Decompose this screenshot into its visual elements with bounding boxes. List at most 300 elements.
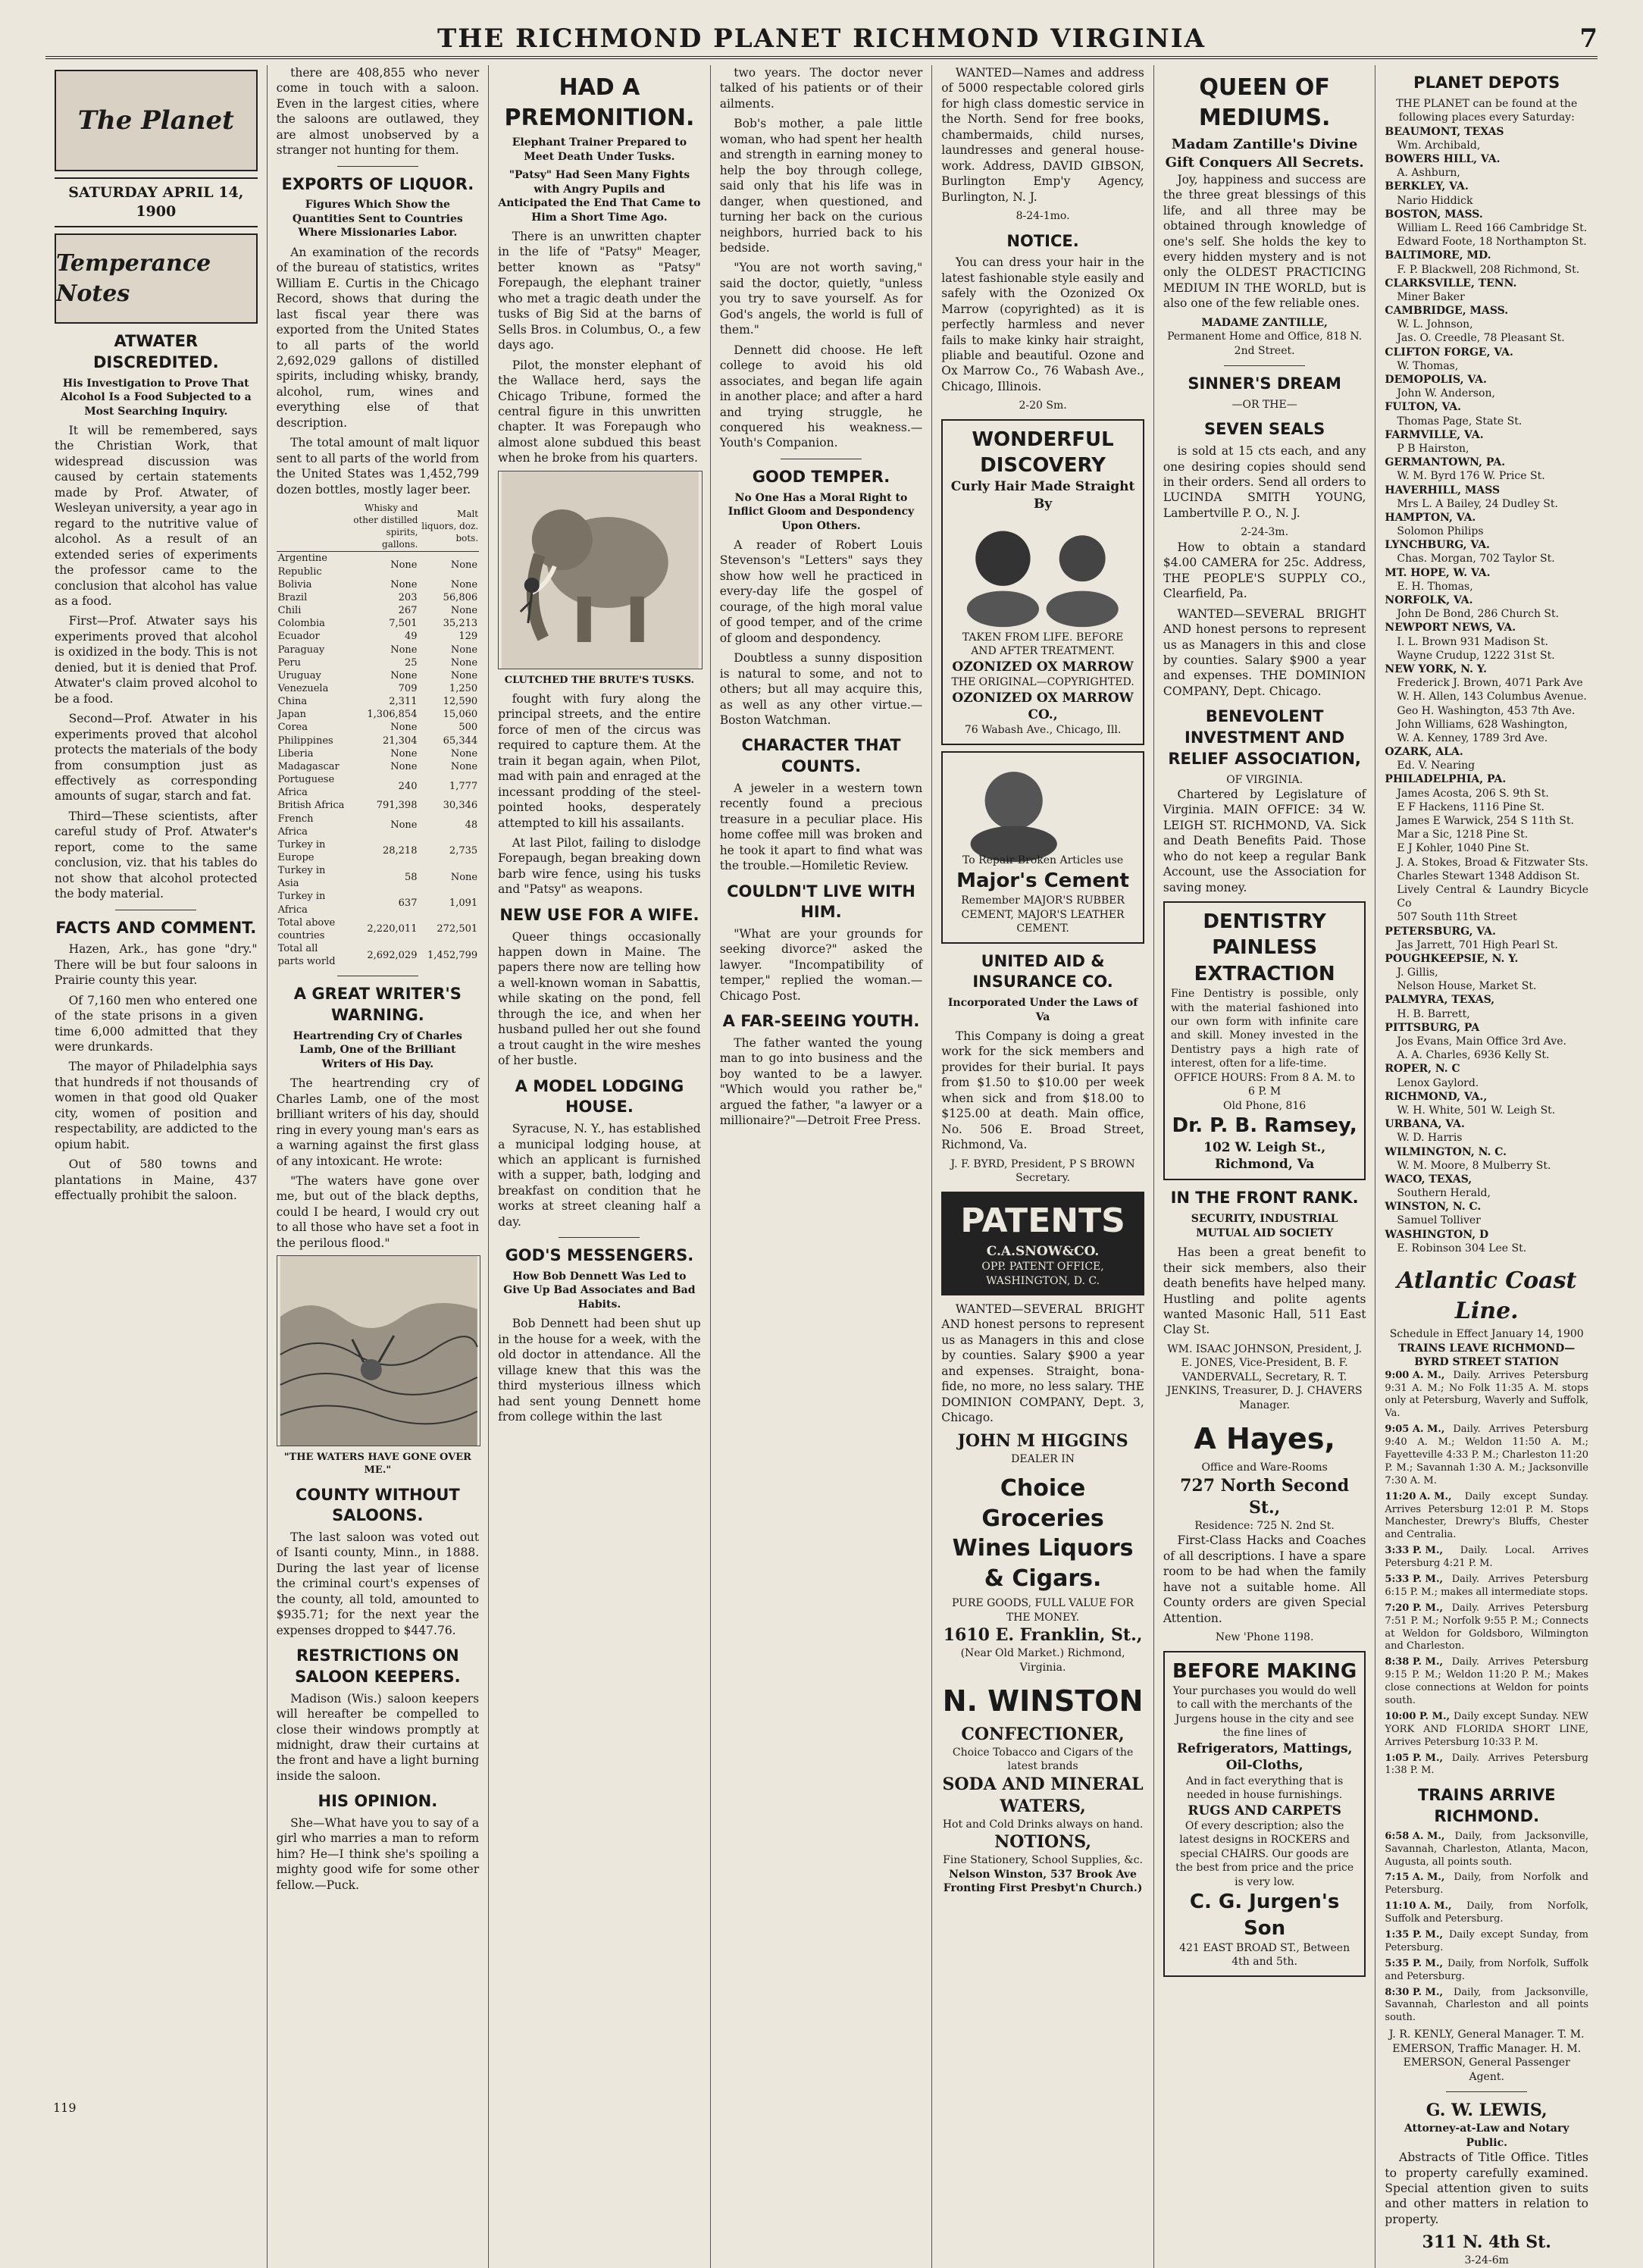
depot-town: NEW YORK, N. Y. [1385,663,1487,675]
article-paragraph: A jeweler in a western town recently found a precious treasure in a peculiar place. His home coffee mill was broken and he took it apart to find what was the trouble.—Homiletic Review. [719,781,923,873]
depot-agent: W. M. Moore, 8 Mulberry St. [1397,1159,1551,1172]
train-description: Daily, from Jacksonville, Savannah, Charleston and all points south. [1385,1986,1588,2024]
table-cell: Liberia [277,747,314,760]
table-cell: None [390,669,418,681]
headline-exports: EXPORTS OF LIQUOR. [281,174,474,193]
headline-couldnt-live: COULDN'T LIVE WITH HIM. [727,882,915,922]
article-paragraph: Of 7,160 men who entered one of the state prisons in a given time 6,000 admitted that they were drunkards. [55,993,258,1054]
table-cell: Total all parts world [277,943,336,968]
depot-agent: Lenox Gaylord. [1397,1076,1479,1089]
train-time: 1:35 P. M., [1385,1929,1443,1941]
illustration-caption: CLUTCHED THE BRUTE'S TUSKS. [504,674,695,686]
depot-agent: James E Warwick, 254 S 11th St. [1397,815,1574,828]
column-2 [268,65,490,2268]
train-description: Daily except Sunday. Arrives Petersburg 12:01 P. M. Stops Manchester, Drewry's Bluffs, Chester and Centralia. [1385,1490,1588,1541]
train-description: Daily, from Jacksonville, Savannah, Charleston, Atlanta, Macon, Augusta, all points south. [1385,1830,1588,1868]
masthead [45,21,1598,59]
train-description: Daily. Local. Arrives Petersburg 4:21 P. M. [1385,1545,1588,1570]
table-cell: 2,735 [449,845,478,857]
ad-patents [941,1192,1144,1295]
table-cell: None [450,656,478,669]
depot-town: BOSTON, MASS. [1385,208,1483,221]
article-paragraph: Second—Prof. Atwater in his experiments proved that alcohol protects the materials of the body from consumption just as effectively as corresponding amounts of sugar, starch and fat. [55,712,258,804]
depot-town: CAMBRIDGE, MASS. [1385,305,1509,318]
depot-agent: Wayne Crudup, 1222 31st St. [1397,649,1555,662]
article-paragraph: "What are your grounds for seeking divorce?" asked the lawyer. "Incompatibility of temper," replied the woman.—Chicago Post. [719,927,923,1003]
table-header: Malt liquors, doz. bots. [418,502,479,552]
train-entry [1385,1574,1588,1599]
headline-warning: A GREAT WRITER'S WARNING. [293,985,462,1025]
article-paragraph: At last Pilot, failing to dislodge Forepaugh, began breaking down barb wire fence, using his tusks and "Patsy" as weapons. [498,836,701,897]
train-time: 3:33 P. M., [1385,1545,1443,1557]
table-cell: Bolivia [277,578,312,590]
depot-agent: Nario Hiddick [1397,194,1473,207]
archive-page-note: 119 [53,2100,77,2115]
table-cell: 65,344 [443,735,478,747]
depot-agent: Ed. V. Nearing [1397,760,1476,772]
headline-restrictions: RESTRICTIONS ON SALOON KEEPERS. [295,1646,461,1686]
train-time: 5:35 P. M., [1385,1957,1443,1969]
depot-agent: W. M. Byrd 176 W. Price St. [1397,470,1545,483]
headline-character: CHARACTER THAT COUNTS. [741,736,901,776]
headline-premonition: HAD A PREMONITION. [504,74,695,131]
table-cell: Turkey in Africa [277,891,326,916]
ad-hayes-name: A Hayes, [1194,1422,1335,1456]
depot-agent: Charles Stewart 1348 Addison St. [1397,869,1580,882]
table-cell: 791,398 [376,800,418,812]
ad-insurance-sub: Incorporated Under the Laws of Va [947,997,1138,1023]
liquor-exports-table [277,502,480,968]
depot-agent: E J Kohler, 1040 Pine St. [1397,842,1529,855]
portrait-illustration [949,759,1137,850]
article-paragraph: Bob's mother, a pale little woman, who had spent her health and strength in earning money to help the boy through college, said only that his life was in danger, when questioned, and turning her back on the curious neighbors, hurried back to his bedside. [719,117,923,255]
train-time: 7:20 P. M., [1385,1602,1443,1614]
column-3 [489,65,711,2268]
depot-agent: Wm. Archibald, [1397,139,1481,152]
depot-agent: Mrs L. A Bailey, 24 Dudley St. [1397,497,1558,510]
ad-rugs: RUGS AND CARPETS [1188,1803,1341,1818]
train-time: 11:20 A. M., [1385,1490,1452,1502]
depot-town: BERKLEY, VA. [1385,180,1469,193]
headline-temper: GOOD TEMPER. [752,467,890,486]
depot-town: HAMPTON, VA. [1385,511,1476,524]
table-cell: Corea [277,722,308,734]
depot-agent: Samuel Tolliver [1397,1214,1481,1227]
ad-majors-cement [941,751,1144,944]
train-entry [1385,1872,1588,1897]
depot-agent: J. Gillis, [1397,966,1438,979]
depot-agent: Jas. O. Creedle, 78 Pleasant St. [1397,332,1565,345]
article-paragraph: "The waters have gone over me, but out of the black depths, could I be heard, I would cry out to all those who have set a foot in the perilous flood." [276,1173,480,1250]
article-paragraph: There is an unwritten chapter in the life of "Patsy" Meager, better known as "Patsy" Forepaugh, the elephant trainer who met a tragic death under the tusks of Big Sid at the barns of Sells Bros. in Columbus, O., a few days ago. [498,230,701,352]
planet-logo: The Planet [55,70,258,171]
depot-agent: W. L. Johnson, [1397,318,1473,331]
ad-benevolent-title: BENEVOLENT INVESTMENT AND RELIEF ASSOCIATION, [1168,707,1361,768]
ad-hayes-phone: New 'Phone 1198. [1215,1631,1314,1644]
depot-agent: W. Thomas, [1397,359,1459,372]
issue-date: SATURDAY APRIL 14, 1900 [55,177,258,227]
table-row [277,604,480,617]
depot-town: ROPER, N. C [1385,1063,1460,1076]
table-cell: 48 [465,819,478,832]
train-time: 10:00 P. M., [1385,1710,1451,1722]
depot-town: PITTSBURG, PA [1385,1021,1480,1034]
train-entry [1385,1753,1588,1778]
waters-illustration [277,1255,481,1446]
table-cell: None [450,605,478,617]
ad-winston-address: Nelson Winston, 537 Brook Ave Fronting First Presbyt'n Church.) [943,1868,1143,1895]
table-cell: 1,306,854 [367,709,418,721]
ad-date: 8-24-1mo. [1016,210,1070,223]
train-time: 11:10 A. M., [1385,1900,1452,1912]
train-departures [1385,1370,1588,1778]
table-row [277,591,480,604]
table-cell: 240 [398,780,418,792]
ad-title: WONDERFUL DISCOVERY [972,428,1114,478]
article-paragraph: Doubtless a sunny disposition is natural to some, and not to others; but all may acquire this, as well as any other virtue.—Boston Watchman. [719,651,923,727]
depot-agent: John W. Anderson, [1397,387,1495,400]
table-cell: British Africa [277,800,345,812]
train-time: 5:33 P. M., [1385,1573,1443,1585]
ad-title: BEFORE MAKING [1172,1659,1357,1683]
subhead-exports: Figures Which Show the Quantities Sent to Countries Where Missionaries Labor. [292,199,463,240]
table-cell: Argentine Republic [277,553,328,578]
train-time: 9:00 A. M., [1385,1369,1445,1381]
table-cell: 28,218 [382,845,418,857]
table-cell: Portuguese Africa [277,774,335,799]
ad-zantille-title: QUEEN OF MEDIUMS. [1198,74,1331,131]
table-row [277,630,480,643]
depot-agent: Jas Jarrett, 701 High Pearl St. [1397,938,1558,951]
table-row [277,708,480,721]
article-paragraph: Third—These scientists, after careful study of Prof. Atwater's report, come to the same conclusion, viz. that his tables do not show that alcohol protected the body material. [55,809,258,901]
ad-sinners-title-2: SEVEN SEALS [1204,420,1325,439]
depot-town: WASHINGTON, D [1385,1228,1489,1241]
article-paragraph: The last saloon was voted out of Isanti county, Minn., in 1888. During the last year of license the criminal court's expenses of the county, all told, amounted to $935.71; for the next year the expenses dropped to $447.76. [276,1530,480,1637]
ad-dentist-name: Dr. P. B. Ramsey, [1172,1114,1357,1138]
depot-town: RICHMOND, VA., [1385,1090,1488,1103]
table-cell: 267 [398,605,418,617]
article-paragraph: Dennett did choose. He left college to avoid his old associates, and began life again in another place; and after a hard and trying struggle, he conquered his weakness.—Youth's Companion. [719,343,923,450]
column-6 [1154,65,1376,2268]
depot-agent: E F Hackens, 1116 Pine St. [1397,800,1544,813]
table-cell: 56,806 [443,591,478,603]
subhead-warning: Heartrending Cry of Charles Lamb, One of the Brilliant Writers of His Day. [293,1029,462,1070]
depot-agent: Lively Central & Laundry Bicycle Co [1397,883,1588,910]
ad-text: Fine Dentistry is possible, only with the material fashioned into our own form with infinite care and skill. Money invested in the Dentistry pays a high rate of interest, often for a life-time. [1170,988,1359,1070]
table-cell: China [277,696,308,708]
train-entry [1385,1958,1588,1984]
depot-agent: Edward Foote, 18 Northampton St. [1397,236,1587,249]
article-paragraph: It will be remembered, says the Christian Work, that widespread discussion was caused by certain statements made by Prof. Atwater, of Wesleyan university, a year ago in regard to the nutritive value of alcohol. As a result of an extended series of experiments the professor came to the conclusion that alcohol has value as a food. [55,424,258,608]
temperance-notes-banner: Temperance Notes [55,233,258,324]
acl-sub-2: TRAINS LEAVE RICHMOND—BYRD STREET STATION [1398,1342,1576,1369]
depot-town: OZARK, ALA. [1385,746,1463,759]
table-cell: 709 [398,682,418,694]
ad-wanted-managers: WANTED—SEVERAL BRIGHT AND honest persons to represent us as Managers in this and close by counties. Salary $900 a year and expenses. THE DOMINION COMPANY, Dept. Chicago. [1163,606,1366,698]
depot-agent: H. B. Barrett, [1397,1007,1470,1020]
depot-town: PHILADELPHIA, PA. [1385,773,1507,786]
train-time: 7:15 A. M., [1385,1872,1445,1884]
table-cell: 1,250 [449,682,478,694]
table-cell: 1,452,799 [427,949,478,961]
train-description: Daily except Sunday, from Petersburg. [1385,1929,1588,1953]
ad-higgins-sub: PURE GOODS, FULL VALUE FOR THE MONEY. [952,1597,1134,1624]
table-cell: 1,777 [449,780,478,792]
depot-town: DEMOPOLIS, VA. [1385,374,1487,387]
ad-winston-drinks: Hot and Cold Drinks always on hand. [942,1818,1144,1831]
depot-agent: Geo H. Washington, 453 7th Ave. [1397,704,1576,717]
train-entry [1385,1424,1588,1487]
table-cell: Ecuador [277,631,320,643]
ad-address: 421 EAST BROAD ST., Between 4th and 5th. [1179,1941,1350,1969]
table-header: Whisky and other distilled spirits, gallons. [347,502,419,552]
notice-title: NOTICE. [1006,231,1079,250]
subhead-temper: No One Has a Moral Right to Inflict Gloom and Despondency Upon Others. [728,491,915,532]
table-row [277,721,480,734]
ad-lewis-address: 311 N. 4th St. [1422,2232,1551,2253]
table-row [277,760,480,773]
table-cell: None [450,871,478,883]
masthead-title: THE RICHMOND PLANET RICHMOND VIRGINIA [437,23,1206,54]
ad-items: Refrigerators, Mattings, Oil-Cloths, [1176,1740,1353,1774]
ad-sinners-or: —OR THE— [1231,398,1297,411]
article-paragraph: Madison (Wis.) saloon keepers will hereafter be compelled to close their windows promptly at midnight, draw their curtains at the front and have a light burning inside the saloon. [276,1691,480,1783]
ad-title: PATENTS [960,1201,1125,1240]
ad-lewis-text: Abstracts of Title Office. Titles to property carefully examined. Special attention given to suits and other matters in relation to property. [1385,2151,1588,2226]
table-cell: Venezuela [277,682,329,694]
ad-insurance-officers: J. F. BYRD, President, P S BROWN Secretary. [950,1157,1135,1185]
depot-agent: A. A. Charles, 6936 Kelly St. [1397,1049,1550,1062]
ad-winston-soda: SODA AND MINERAL WATERS, [942,1774,1144,1816]
ad-text-3: Of every description; also the latest designs in ROCKERS and special CHAIRS. Our goods are the best from price and the price is very low. [1175,1819,1354,1888]
article-paragraph: Pilot, the monster elephant of the Wallace herd, says the Chicago Tribune, formed the central figure in this unwritten chapter. It was Forepaugh who almost alone subdued this beast when he broke from his quarters. [498,358,701,465]
ad-jurgens [1163,1651,1366,1977]
ad-higgins-address: 1610 E. Franklin, St., [943,1625,1143,1646]
depot-town: FULTON, VA. [1385,401,1462,414]
depot-agent: Chas. Morgan, 702 Taylor St. [1397,553,1555,565]
ad-winston-name: N. WINSTON [942,1684,1144,1718]
train-entry [1385,1831,1588,1869]
table-cell: 58 [404,871,418,883]
train-description: Daily. Arrives Petersburg 7:51 P. M.; Norfolk 9:55 P. M.; Connects at Weldon for Goldsboro, Wilmington and Charleston. [1385,1602,1588,1652]
table-row [277,669,480,682]
depot-town: URBANA, VA. [1385,1118,1465,1131]
table-row [277,838,480,864]
depot-town: CLARKSVILLE, TENN. [1385,277,1517,290]
table-row [277,773,480,799]
train-description: Daily. Arrives Petersburg 1:38 P. M. [1385,1752,1588,1777]
depot-town: WILMINGTON, N. C. [1385,1145,1507,1158]
table-row [277,813,480,838]
depot-agent: Frederick J. Brown, 4071 Park Ave [1397,677,1583,690]
headline-far-seeing: A FAR-SEEING YOUTH. [722,1012,920,1031]
article-paragraph: "You are not worth saving," said the doctor, quietly, "unless you try to save yourself. As for God's angels, the world is full of them." [719,261,923,337]
table-cell: Chili [277,605,302,617]
depot-town: MT. HOPE, W. VA. [1385,566,1491,579]
depot-town: FARMVILLE, VA. [1385,428,1484,441]
depot-agent: W. H. Allen, 143 Columbus Avenue. [1397,691,1587,703]
columns [45,65,1598,2267]
ad-front-rank-text: Has been a great benefit to their sick members, also their death benefits have helped many. Hustling and polite agents wanted Masonic Hall, 511 East Clay St. [1163,1245,1366,1337]
table-cell: 30,346 [443,800,478,812]
table-row [277,695,480,708]
ad-camera-text: How to obtain a standard $4.00 CAMERA for 25c. Address, THE PEOPLE'S SUPPLY CO., Clearfield, Pa. [1163,540,1366,601]
table-cell: 2,220,011 [367,923,418,935]
depot-agent: W. H. White, 501 W. Leigh St. [1397,1104,1556,1117]
subhead-premonition-2: "Patsy" Had Seen Many Fights with Angry Pupils and Anticipated the End That Came to Him a Short Time Ago. [498,169,701,224]
subhead-messengers: How Bob Dennett Was Led to Give Up Bad Associates and Bad Habits. [503,1270,696,1311]
ad-lewis-date: 3-24-6m [1464,2254,1509,2267]
table-cell: 129 [458,631,478,643]
article-paragraph: there are 408,855 who never come in touch with a saloon. Even in the largest cities, where the saloons are outlawed, they are almost unobserved by a stranger not hunting for them. [276,66,480,158]
depot-agent: James Acosta, 206 S. 9th St. [1397,787,1549,800]
table-row [277,864,480,890]
train-time: 1:05 P. M., [1385,1752,1443,1764]
article-paragraph: Out of 580 towns and plantations in Maine, 437 effectually prohibit the saloon. [55,1157,258,1203]
ad-zantille-sub: Madam Zantille's Divine Gift Conquers All Secrets. [1165,136,1364,171]
table-row [277,617,480,630]
table-cell: None [390,578,418,590]
depot-town: BOWERS HILL, VA. [1385,153,1501,166]
table-cell: 12,590 [443,696,478,708]
table-row [277,682,480,695]
table-row [277,578,480,591]
ad-winston-supplies: Fine Stationery, School Supplies, &c. [943,1854,1143,1867]
depot-town: PALMYRA, TEXAS, [1385,994,1495,1007]
subhead-atwater: His Investigation to Prove That Alcohol Is a Food Subjected to a Most Searching Inquiry. [60,377,252,418]
subhead-premonition: Elephant Trainer Prepared to Meet Death Under Tusks. [512,136,687,163]
table-cell: Turkey in Europe [277,838,326,863]
depots-intro: THE PLANET can be found at the following places every Saturday: [1396,97,1578,124]
ad-zantille-address: Permanent Home and Office, 818 N. 2nd Street. [1167,330,1363,357]
depot-town: GERMANTOWN, PA. [1385,456,1506,469]
table-row [277,656,480,669]
ad-text-2: And in fact everything that is needed in house furnishings. [1185,1775,1344,1802]
column-5 [932,65,1154,2268]
table-cell: None [450,578,478,590]
table-cell: French Africa [277,813,314,838]
ad-higgins-location: (Near Old Market.) Richmond, Virginia. [960,1647,1125,1674]
table-row [277,890,480,916]
ad-text: Your purchases you would do well to call with the merchants of the Jurgens house in the city and see the fine lines of [1172,1684,1357,1740]
depot-agent: F. P. Blackwell, 208 Richmond, St. [1397,263,1580,276]
depot-agent: A. Ashburn, [1397,167,1460,180]
depot-agent: Mar a Sic, 1218 Pine St. [1397,829,1529,841]
table-cell: Paraguay [277,644,325,656]
depot-town: LYNCHBURG, VA. [1385,539,1490,552]
ad-brand: OZONIZED OX MARROW [952,659,1134,675]
notice-text: You can dress your hair in the latest fashionable style easily and safely with the Ozonized Ox Marrow (copyrighted) as it is perfectly harmless and never fails to make kinky hair straight, pliable and beautiful. Ozone and Ox Marrow Co., 76 Wabash Ave., Chicago, Illinois. [941,255,1144,393]
table-cell: 21,304 [382,735,418,747]
table-cell: None [450,559,478,571]
train-description: Daily. Arrives Petersburg 9:40 A. M.; Weldon 11:50 A. M.; Fayetteville 4:33 P. M.; Charleston 11:20 P. M.; Savannah 1:30 A. M.; Jacksonville 7:30 A. M. [1385,1424,1588,1486]
ad-caption: TAKEN FROM LIFE. BEFORE AND AFTER TREATMENT. [962,631,1124,658]
train-description: Daily, from Norfolk, Suffolk and Petersburg. [1385,1900,1589,1925]
article-paragraph: A reader of Robert Louis Stevenson's "Letters" says they show how well he practiced in every-day life the gospel of courage, of the high moral value of good temper, and of the crime of gloom and despondency. [719,538,923,645]
table-cell: None [390,747,418,760]
ad-insurance-text: This Company is doing a great work for the sick members and provides for their burial. It pays from $1.50 to $10.00 per week when sick and from $18.00 to $125.00 at death. Main office, No. 506 E. Broad Street, Richmond, Va. [941,1029,1144,1152]
table-row [277,916,480,942]
depot-agent: W. A. Kenney, 1789 3rd Ave. [1397,731,1548,744]
depot-agent: Miner Baker [1397,290,1465,303]
headline-county: COUNTY WITHOUT SALOONS. [295,1485,460,1525]
depot-town: BEAUMONT, TEXAS [1385,125,1504,138]
table-cell: 25 [404,656,418,669]
table-row [277,552,480,578]
ad-winston-title: CONFECTIONER, [961,1724,1125,1744]
depot-agent: Thomas Page, State St. [1397,415,1523,428]
table-cell: 15,060 [443,709,478,721]
table-cell: 637 [398,897,418,910]
train-entry [1385,1929,1588,1955]
depot-town: NORFOLK, VA. [1385,594,1473,607]
divider [1446,2091,1527,2092]
train-entry [1385,1545,1588,1571]
table-row [277,747,480,760]
acl-sub: Schedule in Effect January 14, 1900 [1389,1328,1584,1341]
depot-agent: Nelson House, Market St. [1397,980,1537,993]
ad-ox-marrow [941,419,1144,745]
depot-town: WINSTON, N. C. [1385,1201,1482,1214]
train-description: Daily. Arrives Petersburg 6:15 P. M.; makes all intermediate stops. [1385,1573,1588,1598]
depot-agent: Jos Evans, Main Office 3rd Ave. [1397,1035,1566,1048]
article-paragraph: Syracuse, N. Y., has established a municipal lodging house, at which an applicant is furnished with a supper, bath, lodging and breakfast on condition that he works at street cleaning half a day. [498,1122,701,1229]
article-paragraph: two years. The doctor never talked of his patients or of their ailments. [719,66,923,111]
table-cell: 49 [404,631,418,643]
acl-officers: J. R. KENLY, General Manager. T. M. EMERSON, Traffic Manager. H. M. EMERSON, General Passenger Agent. [1388,2028,1585,2083]
depot-town: NEWPORT NEWS, VA. [1385,622,1516,634]
ad-wanted-managers: WANTED—SEVERAL BRIGHT AND honest persons to represent us as Managers in this and close by counties. Salary $900 a year and expenses. Straight, bona-fide, no more, no less salary. THE DOMINION COMPANY, Dept. 3, Chicago. [941,1302,1144,1425]
table-cell: None [450,669,478,681]
table-cell: Peru [277,656,302,669]
train-entry [1385,1491,1588,1543]
train-description: Daily except Sunday. NEW YORK AND FLORIDA SHORT LINE, Arrives Petersburg 10:33 P. M. [1385,1710,1588,1748]
train-entry [1385,1711,1588,1750]
table-row [277,644,480,656]
table-cell: Total above countries [277,916,336,941]
table-cell: 272,501 [437,923,478,935]
depot-agent: John De Bond, 286 Church St. [1397,608,1560,621]
ad-winston-notions: NOTIONS, [994,1832,1092,1853]
table-cell: 2,692,029 [367,949,418,961]
ad-sinners-title: SINNER'S DREAM [1188,374,1341,393]
headline-lodging: A MODEL LODGING HOUSE. [515,1076,684,1117]
headline-facts: FACTS AND COMMENT. [55,918,257,937]
train-description: Daily, from Norfolk, Suffolk and Petersburg. [1385,1957,1588,1982]
table-cell: 1,091 [449,897,478,910]
article-paragraph: fought with fury along the principal streets, and the entire force of men of the circus was required to capture them. At the train it began again, when Pilot, mad with pain and enraged at the incessant prodding of the steel-pointed hooks, desperately attempted to kill his assailants. [498,691,701,830]
table-cell: None [390,644,418,656]
ad-lewis-title: Attorney-at-Law and Notary Public. [1404,2122,1569,2149]
table-cell: 35,213 [443,618,478,630]
ad-zantille-text: Joy, happiness and success are the three great blessings of this life, and all three may be obtained through knowledge of one's self. She holds the key to every hidden mystery and is not only the OLDEST PRACTICING MEDIUM IN THE WORLD, but is also one of the few reliable ones. [1163,172,1366,311]
ad-address: 102 W. Leigh St., Richmond, Va [1203,1139,1326,1173]
train-entry [1385,1900,1588,1926]
divider [337,166,418,167]
table-cell: None [450,644,478,656]
ad-higgins-dealer: DEALER IN [1011,1452,1075,1465]
ad-title: DENTISTRY PAINLESS EXTRACTION [1194,910,1335,985]
table-row [277,799,480,812]
table-cell: 203 [398,591,418,603]
ad-subtitle: Remember MAJOR'S RUBBER CEMENT, MAJOR'S LEATHER CEMENT. [961,894,1125,935]
ad-dentistry [1163,901,1366,1180]
depot-town: POUGHKEEPSIE, N. Y. [1385,952,1519,965]
ad-front-rank-officers: WM. ISAAC JOHNSON, President, J. E. JONES, Vice-President, B. F. VANDERVALL, Secretary, R. T. JENKINS, Treasurer, D. J. CHAVERS Manager. [1166,1342,1363,1411]
depot-town: PETERSBURG, VA. [1385,925,1496,938]
depot-agent: 507 South 11th Street [1397,911,1517,924]
